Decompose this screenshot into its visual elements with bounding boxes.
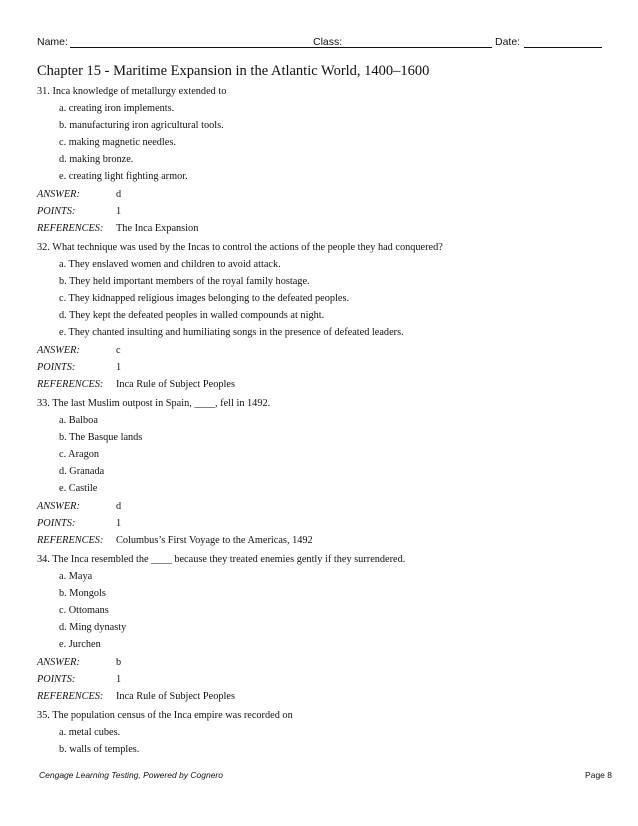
option-d: d. Ming dynasty xyxy=(59,622,127,634)
answer-row xyxy=(37,498,607,515)
option-b: b. Mongols xyxy=(59,588,106,600)
references-label: REFERENCES: xyxy=(37,378,104,390)
option-a: a. Maya xyxy=(59,571,93,583)
option-d: d. They kept the defeated peoples in walled compounds at night. xyxy=(59,310,325,322)
points-value: 1 xyxy=(116,361,122,373)
date-blank-line[interactable] xyxy=(524,47,602,48)
references-value: Columbus’s First Voyage to the Americas, 1492 xyxy=(116,534,313,546)
references-label: REFERENCES: xyxy=(37,222,104,234)
points-row xyxy=(37,671,607,688)
class-label: Class: xyxy=(313,36,343,48)
question-33 xyxy=(37,395,607,549)
option-e: e. Castile xyxy=(59,483,98,495)
answer-label: ANSWER: xyxy=(37,188,80,200)
option-e: e. creating light fighting armor. xyxy=(59,171,188,183)
references-value: Inca Rule of Subject Peoples xyxy=(116,690,235,702)
option-a: a. Balboa xyxy=(59,415,98,427)
answer-label: ANSWER: xyxy=(37,656,80,668)
references-value: The Inca Expansion xyxy=(116,222,199,234)
option-c: c. Ottomans xyxy=(59,605,109,617)
references-row xyxy=(37,376,607,393)
page-number: Page 8 xyxy=(585,770,612,780)
chapter-title: Chapter 15 - Maritime Expansion in the Atlantic World, 1400–1600 xyxy=(37,63,430,79)
date-label: Date: xyxy=(495,36,521,48)
references-row xyxy=(37,220,607,237)
option-b: b. walls of temples. xyxy=(59,744,140,756)
option-c: c. They kidnapped religious images belonging to the defeated peoples. xyxy=(59,293,350,305)
option-b: b. manufacturing iron agricultural tools. xyxy=(59,120,224,132)
answer-row xyxy=(37,654,607,671)
question-31 xyxy=(37,83,607,237)
name-blank-line[interactable] xyxy=(70,47,346,48)
points-value: 1 xyxy=(116,205,122,217)
answer-label: ANSWER: xyxy=(37,344,80,356)
option-a: a. metal cubes. xyxy=(59,727,121,739)
option-d: d. Granada xyxy=(59,466,105,478)
references-label: REFERENCES: xyxy=(37,534,104,546)
question-34 xyxy=(37,551,607,705)
points-value: 1 xyxy=(116,673,122,685)
worksheet-header xyxy=(37,36,602,52)
answer-row xyxy=(37,342,607,359)
points-label: POINTS: xyxy=(37,517,76,529)
page-footer xyxy=(37,770,612,784)
points-label: POINTS: xyxy=(37,361,76,373)
class-blank-line[interactable] xyxy=(343,47,492,48)
answer-value: d xyxy=(116,188,122,200)
points-value: 1 xyxy=(116,517,122,529)
answer-value: c xyxy=(116,344,121,356)
option-e: e. They chanted insulting and humiliating songs in the presence of defeated leaders. xyxy=(59,327,404,339)
references-row xyxy=(37,532,607,549)
name-label: Name: xyxy=(37,36,68,48)
question-stem: 32. What technique was used by the Incas to control the actions of the people they had conquered? xyxy=(37,242,443,253)
points-row xyxy=(37,515,607,532)
option-b: b. They held important members of the royal family hostage. xyxy=(59,276,310,288)
question-stem: 31. Inca knowledge of metallurgy extended to xyxy=(37,86,227,97)
references-row xyxy=(37,688,607,705)
answer-row xyxy=(37,186,607,203)
answer-value: d xyxy=(116,500,122,512)
references-value: Inca Rule of Subject Peoples xyxy=(116,378,235,390)
points-label: POINTS: xyxy=(37,205,76,217)
option-c: c. making magnetic needles. xyxy=(59,137,176,149)
option-c: c. Aragon xyxy=(59,449,100,461)
references-label: REFERENCES: xyxy=(37,690,104,702)
footer-credit: Cengage Learning Testing, Powered by Cognero xyxy=(39,770,223,780)
option-a: a. creating iron implements. xyxy=(59,103,175,115)
points-row xyxy=(37,359,607,376)
answer-value: b xyxy=(116,656,122,668)
question-35 xyxy=(37,707,607,758)
question-stem: 34. The Inca resembled the ____ because they treated enemies gently if they surrendered. xyxy=(37,554,406,565)
question-32 xyxy=(37,239,607,393)
question-stem: 35. The population census of the Inca empire was recorded on xyxy=(37,710,293,721)
option-d: d. making bronze. xyxy=(59,154,134,166)
answer-label: ANSWER: xyxy=(37,500,80,512)
option-b: b. The Basque lands xyxy=(59,432,143,444)
points-row xyxy=(37,203,607,220)
option-a: a. They enslaved women and children to avoid attack. xyxy=(59,259,281,271)
option-e: e. Jurchen xyxy=(59,639,101,651)
question-stem: 33. The last Muslim outpost in Spain, ____, fell in 1492. xyxy=(37,398,271,409)
points-label: POINTS: xyxy=(37,673,76,685)
